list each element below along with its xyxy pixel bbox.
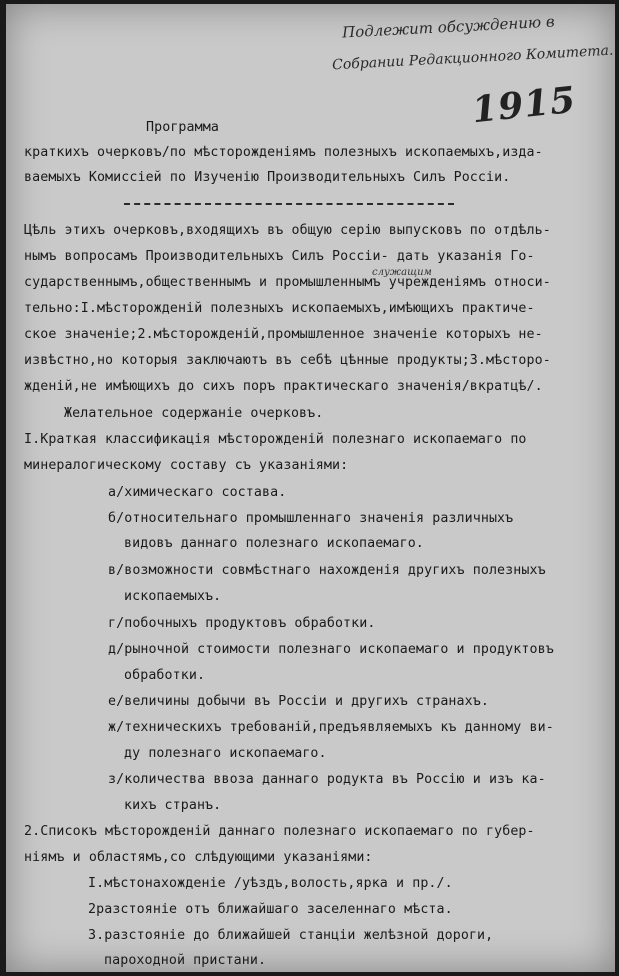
handwritten-note-line2: Собрании Редакционного Комитета. xyxy=(331,42,614,74)
list-item-continuation: видовъ даннаго полезнаго ископаемаго. xyxy=(124,536,424,551)
document-page xyxy=(6,4,615,972)
list-item: I.мѣстонахожденіе /уѣздъ,волость,ярка и пр./. xyxy=(88,876,453,891)
separator-line xyxy=(124,203,454,205)
section-heading: Желательное содержаніе очерковъ. xyxy=(64,406,324,421)
list-item: г/побочныхъ продуктовъ обработки. xyxy=(108,616,376,631)
document-title: Программа xyxy=(146,120,219,135)
list-item: а/химическаго состава. xyxy=(108,485,287,500)
list-item: з/количества ввоза даннаго родукта въ Россію и изъ ка- xyxy=(108,772,546,787)
list-item: б/относительнаго промышленнаго значенія различныхъ xyxy=(108,511,514,526)
list-item-continuation: ископаемыхъ. xyxy=(124,589,222,604)
text-line: 2.Списокъ мѣсторожденій даннаго полезнаго ископаемаго по губер- xyxy=(24,824,535,839)
handwritten-year: 1915 xyxy=(470,78,579,132)
text-line: жденій,не имѣющихъ до сихъ поръ практическаго значенія/вкратцѣ/. xyxy=(24,379,543,394)
list-item-continuation: ду полезнаго ископаемаго. xyxy=(124,746,327,761)
text-line: тельно:I.мѣсторожденій полезныхъ ископаемыхъ,имѣющихъ практиче- xyxy=(24,301,535,316)
text-line: ваемыхъ Комиссіей по Изученію Производительныхъ Силъ Россіи. xyxy=(24,170,511,185)
text-line: нымъ вопросамъ Производительныхъ Силъ Россіи- дать указанія Го- xyxy=(24,249,535,264)
text-line: краткихъ очерковъ/по мѣсторожденіямъ полезныхъ ископаемыхъ,изда- xyxy=(24,145,543,160)
text-line: Цѣль этихъ очерковъ,входящихъ въ общую серію выпусковъ по отдѣль- xyxy=(24,223,551,238)
list-item: в/возможности совмѣстнаго нахожденія другихъ полезныхъ xyxy=(108,563,546,578)
text-line: I.Краткая классификація мѣсторожденій полезнаго ископаемаго по xyxy=(24,432,527,447)
list-item: д/рыночной стоимости полезнаго ископаемаго и продуктовъ xyxy=(108,642,554,657)
list-item-continuation: кихъ странъ. xyxy=(124,798,222,813)
list-item: ж/техническихъ требованій,предъявляемыхъ къ данному ви- xyxy=(108,720,554,735)
handwritten-note-line1: Подлежит обсуждению в xyxy=(341,12,556,42)
text-line: сударственнымъ,общественнымъ и промышленнымъ учрежденіямъ относи- xyxy=(24,275,551,290)
text-line: минералогическому составу съ указаніями: xyxy=(24,458,349,473)
list-item: 3.разстояніе до ближайшей станціи желѣзной дороги, xyxy=(88,928,494,943)
list-item: е/величины добычи въ Россіи и другихъ странахъ. xyxy=(108,694,489,709)
text-line: извѣстно,но которыя заключаютъ въ себѣ цѣнные продукты;3.мѣсторо- xyxy=(24,353,551,368)
text-line: ское значеніе;2.мѣсторожденій,промышленное значеніе которыхъ не- xyxy=(24,327,543,342)
list-item: 2разстояніе отъ ближайшаго заселеннаго мѣста. xyxy=(88,902,453,917)
list-item-continuation: обработки. xyxy=(124,668,206,683)
list-item-continuation: пароходной пристани. xyxy=(104,953,267,968)
handwritten-insertion: служащим xyxy=(372,267,432,278)
text-line: ніямъ и областямъ,со слѣдующими указаніями: xyxy=(24,850,373,865)
